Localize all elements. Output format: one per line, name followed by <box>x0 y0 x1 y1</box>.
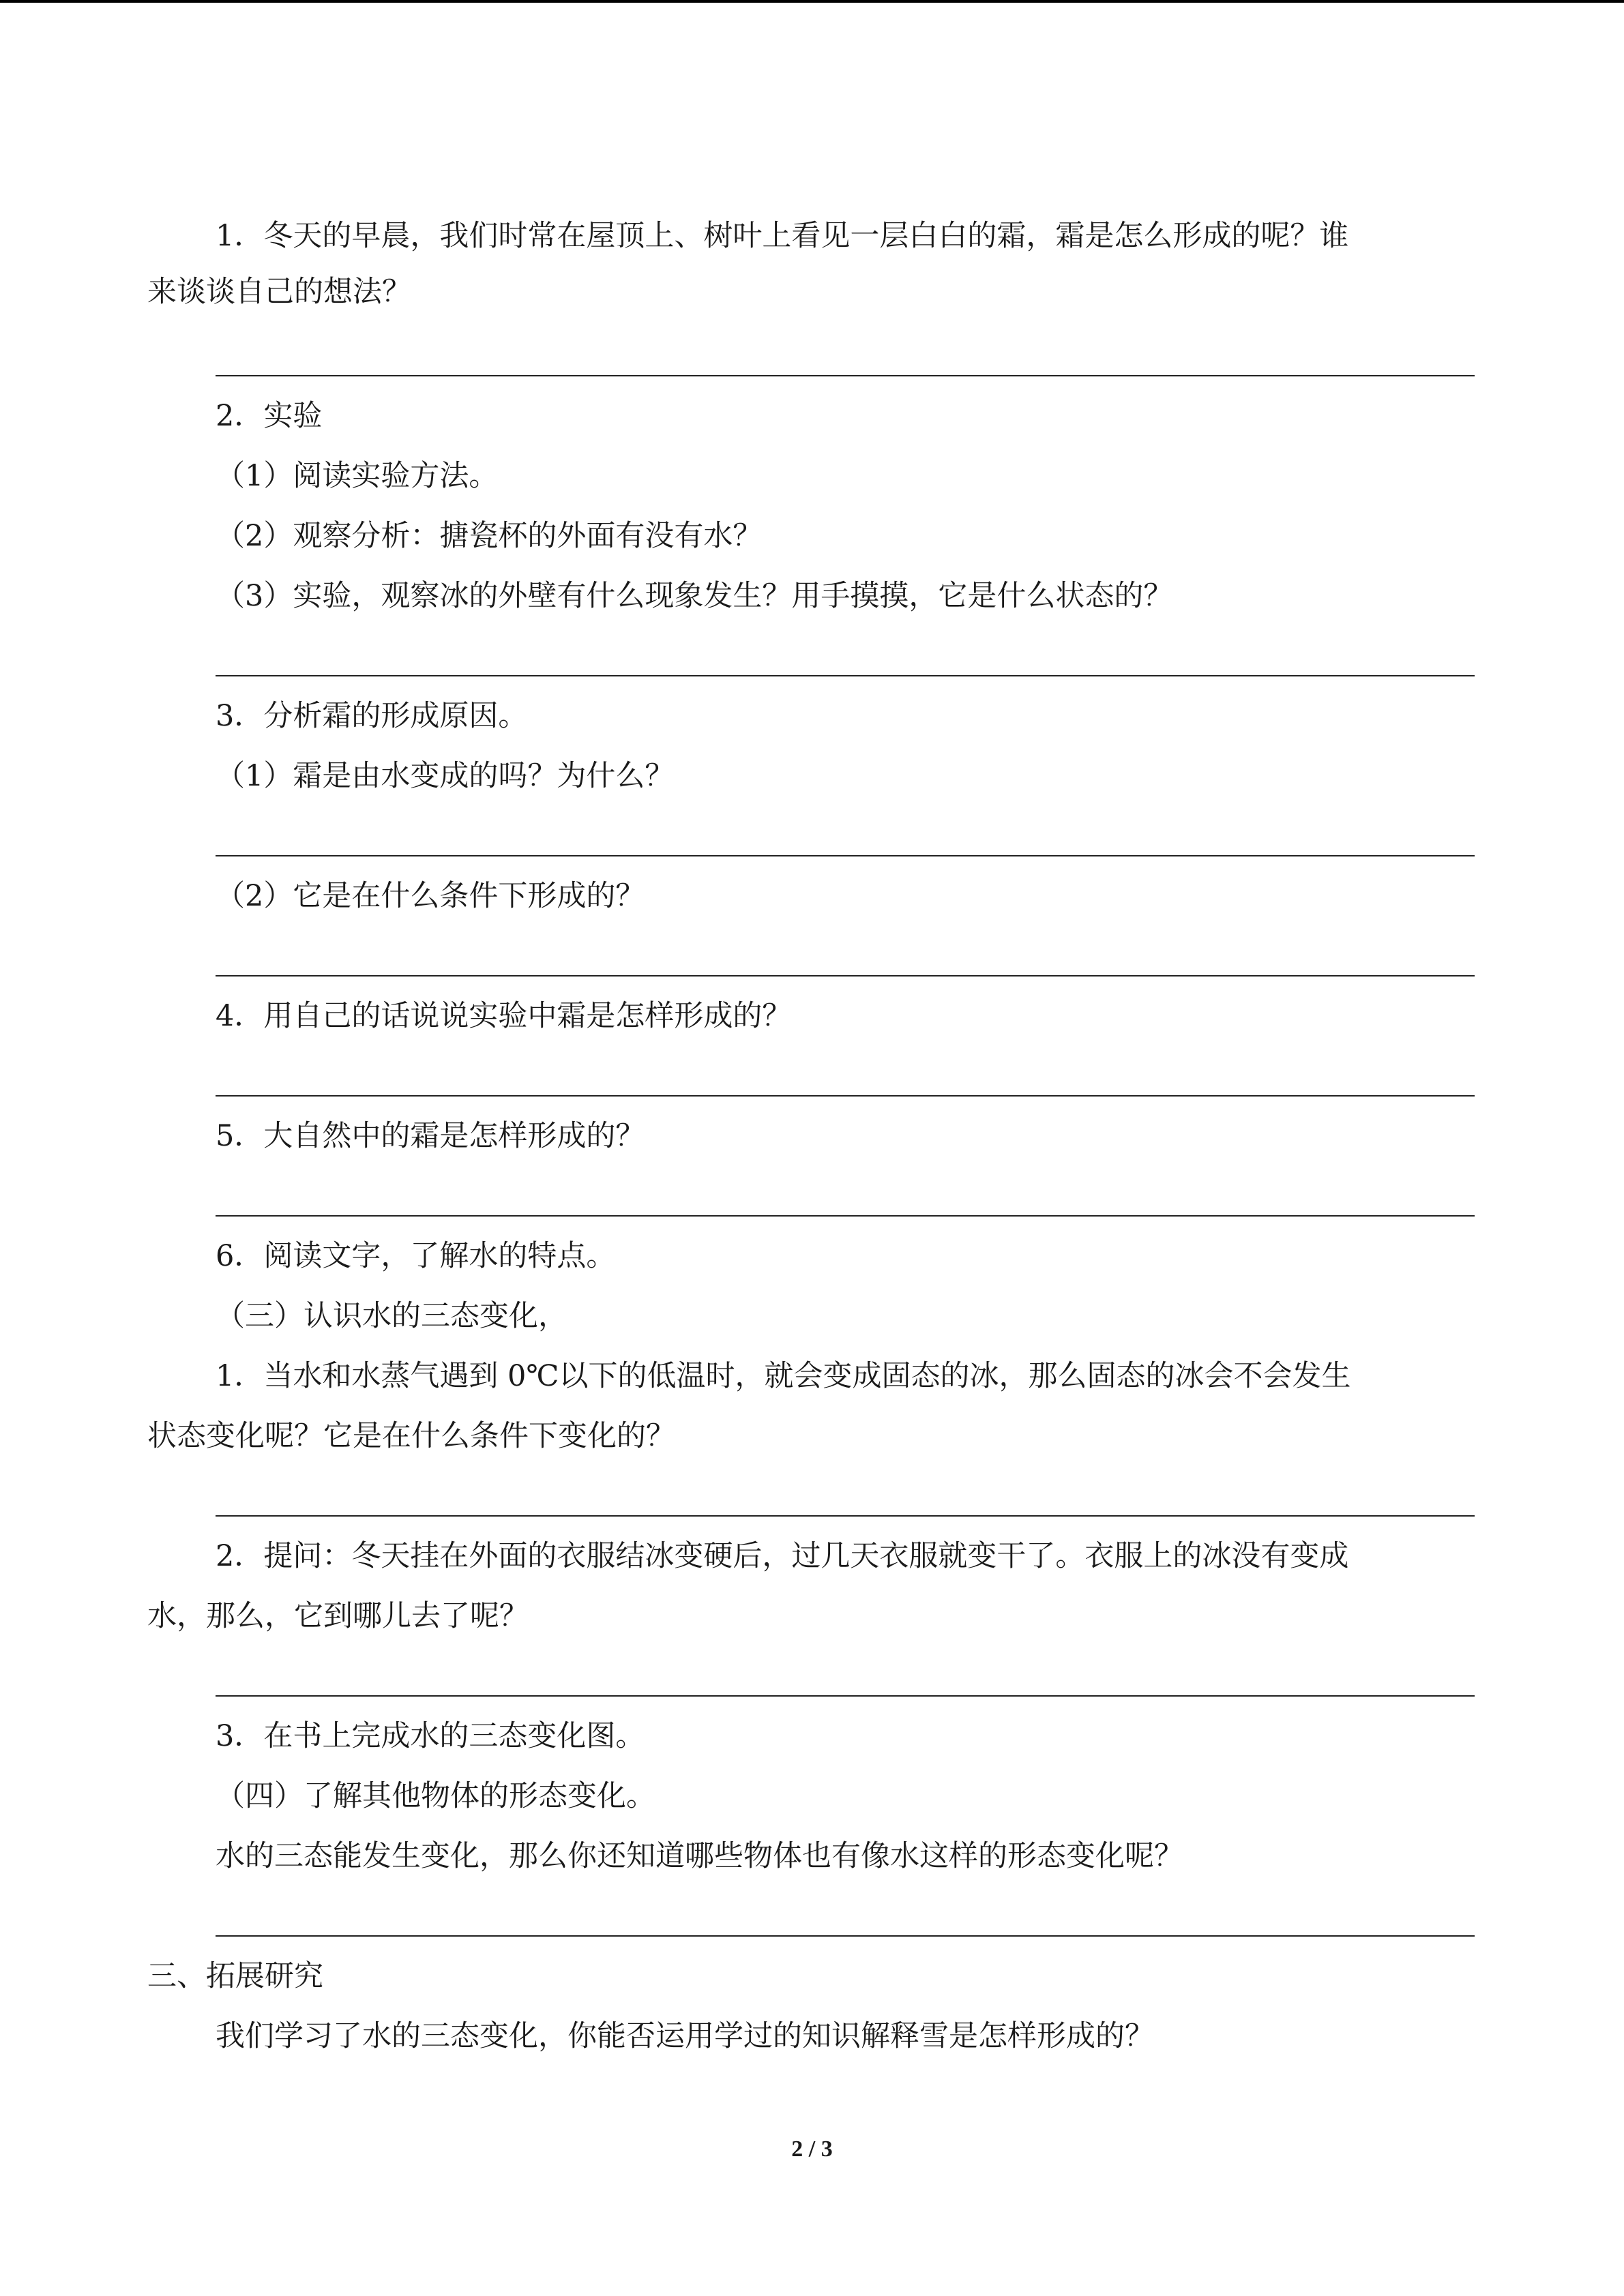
answer-line-q1 <box>216 375 1475 376</box>
s3-q1-line-1: 1．当水和水蒸气遇到 0℃以下的低温时，就会变成固态的冰，那么固态的冰会不会发生 <box>216 1359 1351 1393</box>
answer-line-s3-q1 <box>216 1515 1475 1517</box>
s3-q3-text: 3．在书上完成水的三态变化图。 <box>216 1719 645 1753</box>
s3-q2-line-1: 2．提问：冬天挂在外面的衣服结冰变硬后，过几天衣服就变干了。衣服上的冰没有变成 <box>216 1539 1349 1573</box>
extension-question: 我们学习了水的三态变化，你能否运用学过的知识解释雪是怎样形成的？ <box>216 2019 1154 2053</box>
q3-step-2: （2）它是在什么条件下形成的？ <box>216 879 645 913</box>
q5-text: 5．大自然中的霜是怎样形成的？ <box>216 1119 645 1153</box>
q2-step-3: （3）实验，观察冰的外壁有什么现象发生？用手摸摸，它是什么状态的？ <box>216 579 1173 613</box>
answer-line-section-four <box>216 1935 1475 1937</box>
q2-step-1: （1）阅读实验方法。 <box>216 459 499 493</box>
section-three-states: （三）认识水的三态变化， <box>216 1299 567 1333</box>
answer-line-q5 <box>216 1215 1475 1217</box>
q3-step-1: （1）霜是由水变成的吗？为什么？ <box>216 759 675 793</box>
q2-heading: 2．实验 <box>216 399 323 433</box>
q4-text: 4．用自己的话说说实验中霜是怎样形成的？ <box>216 999 792 1033</box>
s3-q2-line-2: 水，那么，它到哪儿去了呢？ <box>147 1599 529 1633</box>
q2-step-2: （2）观察分析：搪瓷杯的外面有没有水？ <box>216 519 763 553</box>
answer-line-q2 <box>216 675 1475 676</box>
page-number: 2 / 3 <box>791 2136 833 2162</box>
s3-q1-line-2: 状态变化呢？它是在什么条件下变化的？ <box>147 1419 675 1453</box>
q3-heading: 3．分析霜的形成原因。 <box>216 699 528 733</box>
section-four-question: 水的三态能发生变化，那么你还知道哪些物体也有像水这样的形态变化呢？ <box>216 1839 1183 1873</box>
page-top-border <box>0 0 1624 3</box>
section-extension-heading: 三、拓展研究 <box>147 1959 323 1993</box>
answer-line-q3-1 <box>216 855 1475 856</box>
answer-line-q4 <box>216 1095 1475 1097</box>
answer-line-q3-2 <box>216 975 1475 976</box>
q6-text: 6．阅读文字，了解水的特点。 <box>216 1239 616 1273</box>
q1-line-1: 1．冬天的早晨，我们时常在屋顶上、树叶上看见一层白白的霜，霜是怎么形成的呢？谁 <box>216 219 1349 253</box>
answer-line-s3-q2 <box>216 1695 1475 1697</box>
q1-line-2: 来谈谈自己的想法？ <box>147 275 411 309</box>
section-other-substances: （四）了解其他物体的形态变化。 <box>216 1779 655 1813</box>
